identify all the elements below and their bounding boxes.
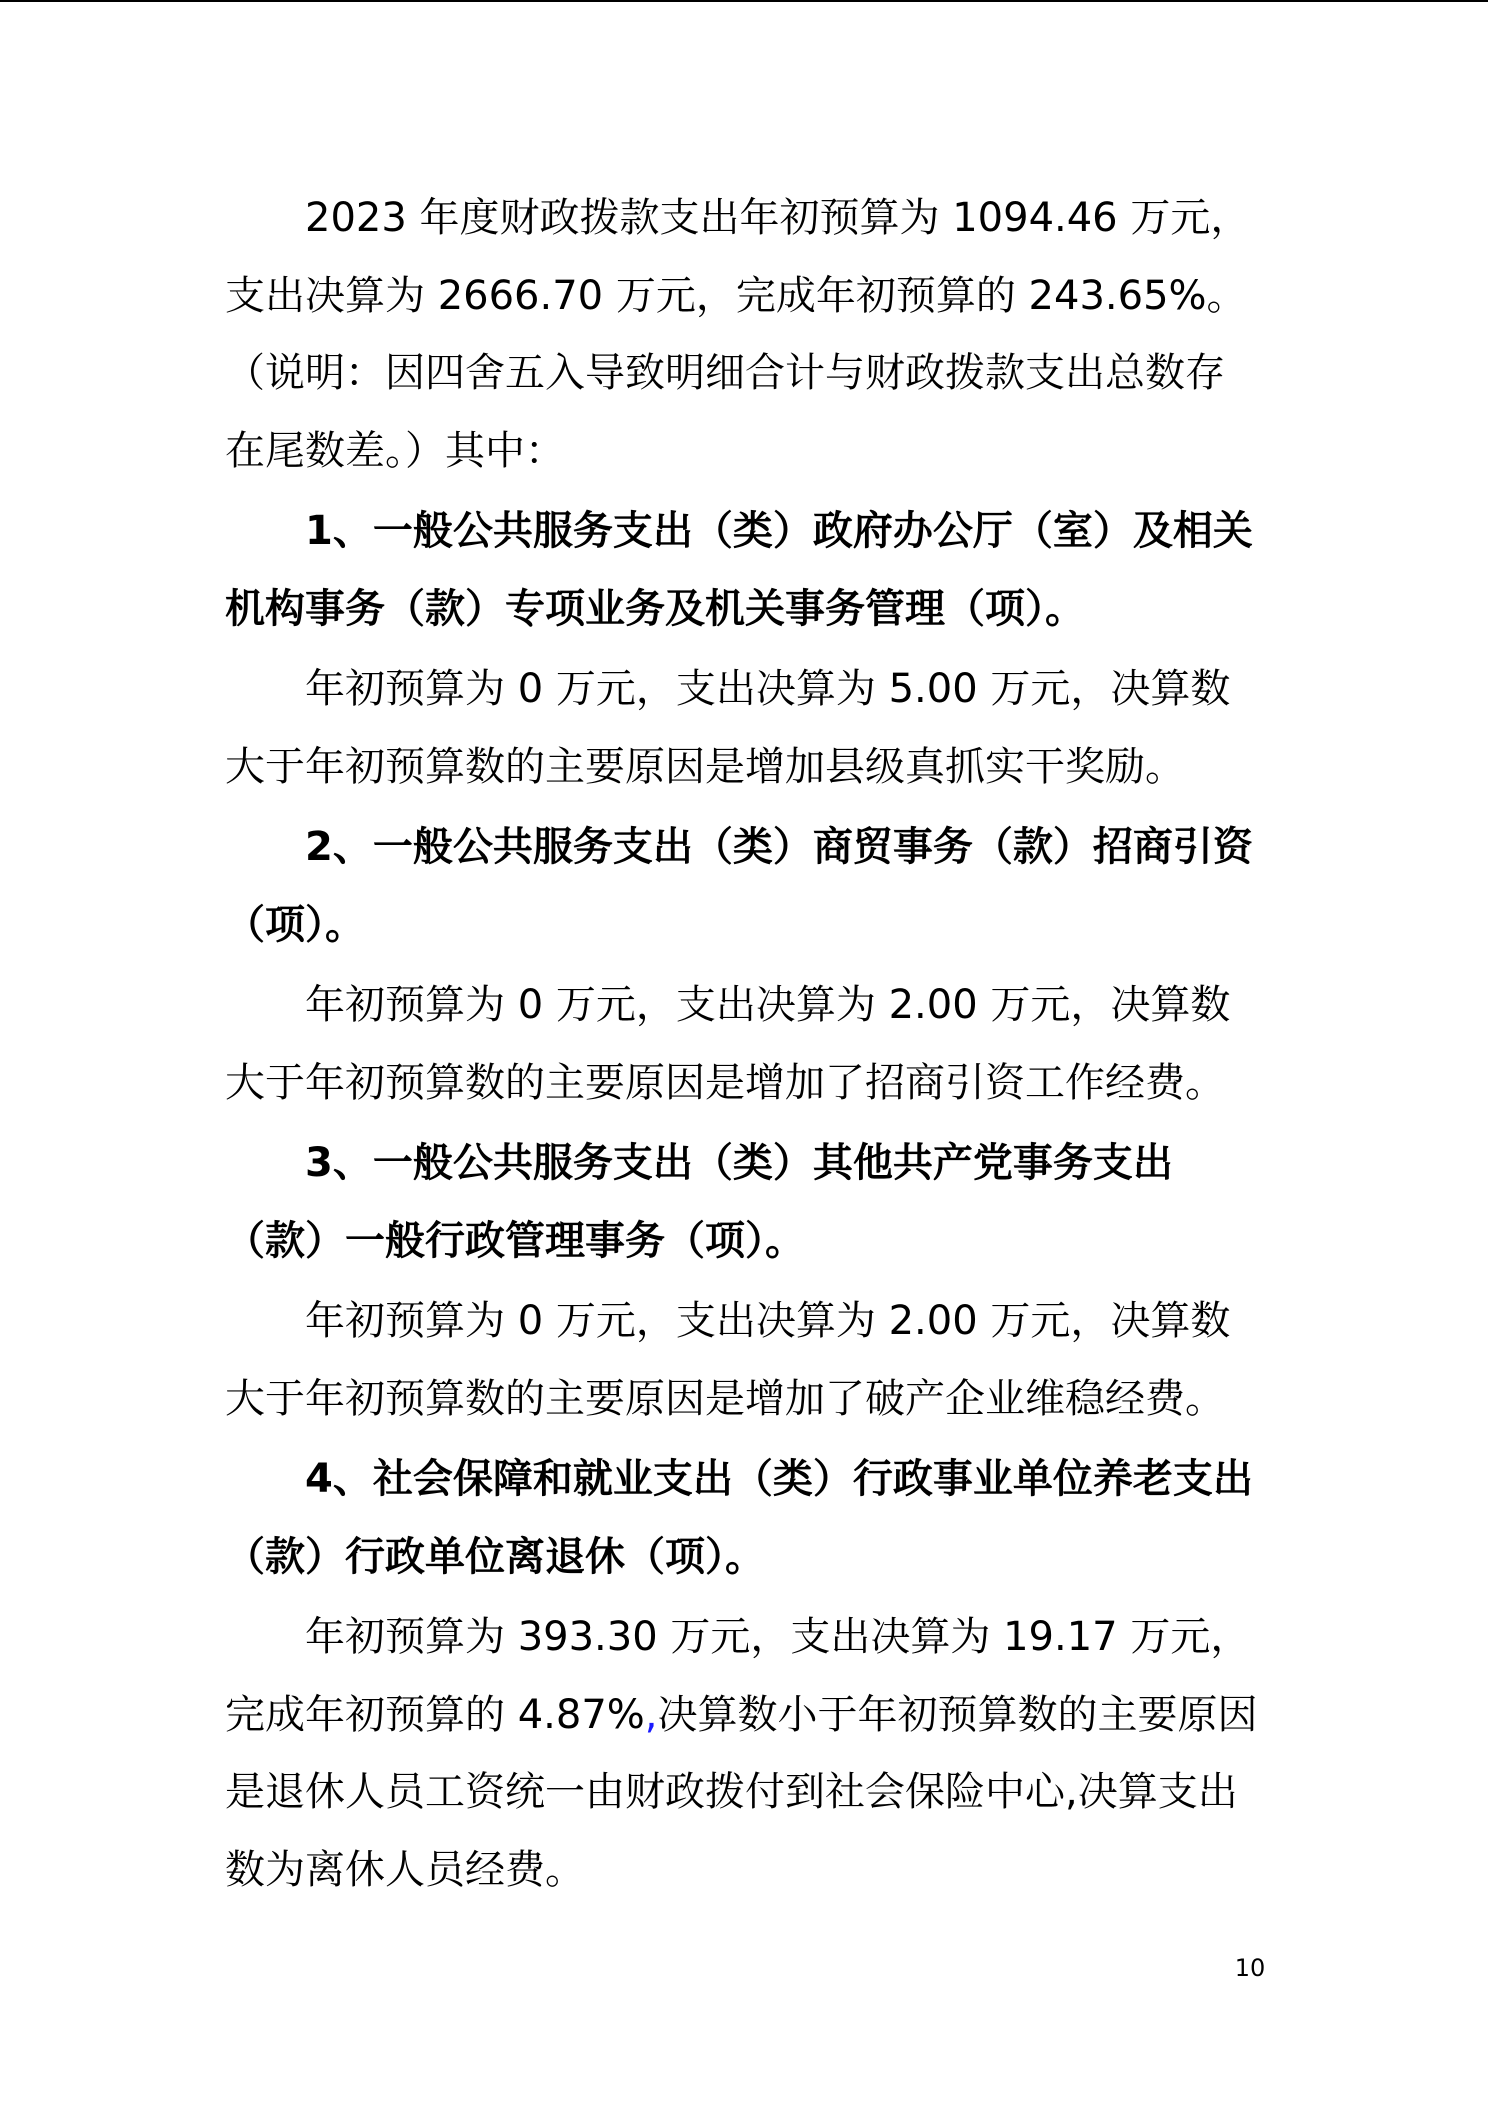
page-number: 10 [1234,1954,1266,1982]
section-4-heading: 4、社会保障和就业支出（类）行政事业单位养老支出（款）行政单位离退休（项）。 [225,1456,1253,1580]
intro-paragraph: 2023 年度财政拨款支出年初预算为 1094.46 万元，支出决算为 2666.70 万元，完成年初预算的 243.65%。（说明：因四舍五入导致明细合计与财政拨款支出总数存在尾数差。）其中： [225,195,1251,474]
section-4-body-text-before: 年初预算为 393.30 万元，支出决算为 19.17 万元，完成年初预算的 4.87% [225,1614,1251,1738]
section-3-body: 年初预算为 0 万元，支出决算为 2.00 万元，决算数大于年初预算数的主要原因是增加了破产企业维稳经费。 [225,1298,1231,1422]
document-body [225,180,1262,1909]
section-4-body [225,1599,1262,1909]
section-4-body-text-after: 决算数小于年初预算数的主要原因是退休人员工资统一由财政拨付到社会保险中心,决算支出数为离休人员经费。 [225,1691,1258,1893]
section-2-heading: 2、一般公共服务支出（类）商贸事务（款）招商引资（项）。 [225,824,1253,948]
top-border-rule [0,0,1488,2]
blue-comma-mark: , [644,1691,658,1738]
section-1-body: 年初预算为 0 万元，支出决算为 5.00 万元，决算数大于年初预算数的主要原因是增加县级真抓实干奖励。 [225,666,1231,790]
section-3-heading: 3、一般公共服务支出（类）其他共产党事务支出（款）一般行政管理事务（项）。 [225,1140,1173,1264]
section-1-heading: 1、一般公共服务支出（类）政府办公厅（室）及相关机构事务（款）专项业务及机关事务管理（项）。 [225,508,1253,632]
section-2-body: 年初预算为 0 万元，支出决算为 2.00 万元，决算数大于年初预算数的主要原因是增加了招商引资工作经费。 [225,982,1231,1106]
